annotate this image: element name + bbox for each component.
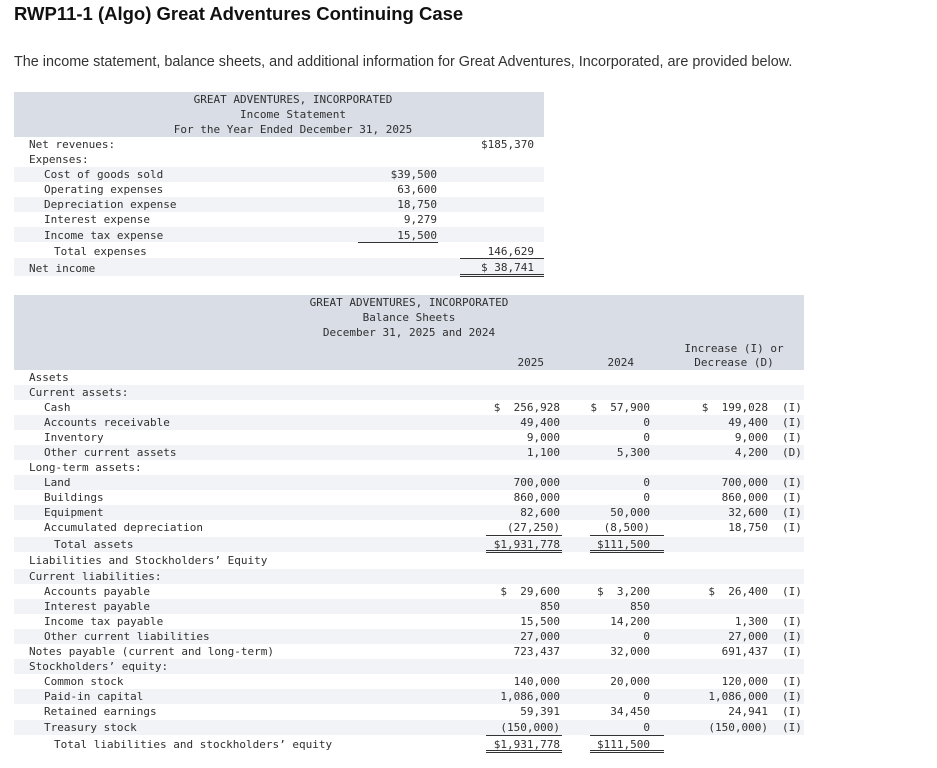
change-value: 691,437 <box>721 645 768 658</box>
value-2025: $1,931,778 <box>493 738 560 751</box>
value-2025: 850 <box>540 600 560 613</box>
value-2024: 32,000 <box>610 645 650 658</box>
total-expenses-underline <box>460 258 544 259</box>
balance-sheet-stripe <box>14 385 804 400</box>
income-statement-title: Income Statement <box>240 108 346 121</box>
value-2025: 15,500 <box>520 615 560 628</box>
net-income-double-underline <box>460 274 544 277</box>
balance-row-label: Notes payable (current and long-term) <box>29 645 275 658</box>
change-value: $ 199,028 <box>701 401 768 414</box>
balance-row-label: Inventory <box>44 431 104 444</box>
change-flag: (I) <box>782 630 802 643</box>
change-value: 9,000 <box>734 431 768 444</box>
total-assets-double-underline-2025 <box>486 550 562 553</box>
balance-row-label: Liabilities and Stockholders’ Equity <box>29 554 268 567</box>
value-2024: 0 <box>643 491 650 504</box>
balance-row-label: Current liabilities: <box>29 570 162 583</box>
balance-row-label: Total assets <box>54 538 134 551</box>
expense-value: 9,279 <box>403 213 437 226</box>
value-2024: 50,000 <box>610 506 650 519</box>
net-revenues-value: $185,370 <box>481 138 534 151</box>
value-2025: 700,000 <box>513 476 560 489</box>
accumulated-depreciation-underline-2025 <box>486 535 562 536</box>
value-2024: 20,000 <box>610 675 650 688</box>
value-2025: 1,086,000 <box>500 690 560 703</box>
change-flag: (I) <box>782 431 802 444</box>
change-value: (150,000) <box>708 721 768 734</box>
page-title: RWP11-1 (Algo) Great Adventures Continuing Case <box>14 3 464 24</box>
intro-text: The income statement, balance sheets, and additional information for Great Adventures, Incorporated, are provided below. <box>14 54 793 70</box>
change-flag: (I) <box>782 416 802 429</box>
value-2024: 0 <box>643 416 650 429</box>
change-value: 49,400 <box>728 416 768 429</box>
change-flag: (I) <box>782 615 802 628</box>
balance-row-label: Common stock <box>44 675 124 688</box>
expense-value: 18,750 <box>397 198 437 211</box>
value-2025: (27,250) <box>507 521 560 534</box>
balance-sheet-company: GREAT ADVENTURES, INCORPORATED <box>309 296 509 309</box>
value-2024: 0 <box>643 690 650 703</box>
change-flag: (I) <box>782 705 802 718</box>
balance-row-label: Accumulated depreciation <box>44 521 203 534</box>
value-2024: 0 <box>643 721 650 734</box>
value-2024: $ 57,900 <box>590 401 650 414</box>
value-2025: $ 29,600 <box>500 585 560 598</box>
year-2024-header: 2024 <box>607 356 634 369</box>
balance-row-label: Long-term assets: <box>29 461 142 474</box>
value-2024: (8,500) <box>603 521 650 534</box>
change-value: 1,086,000 <box>708 690 768 703</box>
change-flag: (I) <box>782 401 802 414</box>
expenses-underline <box>358 242 438 243</box>
change-value: 27,000 <box>728 630 768 643</box>
value-2024: 0 <box>643 431 650 444</box>
value-2025: 723,437 <box>513 645 560 658</box>
change-value: $ 26,400 <box>708 585 768 598</box>
expense-label: Operating expenses <box>44 183 164 196</box>
value-2024: 14,200 <box>610 615 650 628</box>
balance-row-label: Buildings <box>44 491 104 504</box>
total-assets-double-underline-2024 <box>590 550 664 553</box>
value-2025: 82,600 <box>520 506 560 519</box>
balance-row-label: Other current assets <box>44 446 177 459</box>
value-2025: (150,000) <box>500 721 560 734</box>
balance-row-label: Paid-in capital <box>44 690 144 703</box>
value-2024: 0 <box>643 630 650 643</box>
balance-row-label: Interest payable <box>44 600 150 613</box>
year-2025-header: 2025 <box>517 356 544 369</box>
change-flag: (D) <box>782 446 802 459</box>
expense-value: 63,600 <box>397 183 437 196</box>
value-2025: 49,400 <box>520 416 560 429</box>
balance-row-label: Stockholders’ equity: <box>29 660 169 673</box>
total-expenses-label: Total expenses <box>54 245 147 258</box>
expense-label: Cost of goods sold <box>44 168 164 181</box>
value-2025: 1,100 <box>526 446 560 459</box>
change-value: 1,300 <box>734 615 768 628</box>
balance-row-label: Accounts receivable <box>44 416 170 429</box>
value-2025: 140,000 <box>513 675 560 688</box>
value-2024: $111,500 <box>597 538 650 551</box>
value-2024: $ 3,200 <box>597 585 650 598</box>
change-flag: (I) <box>782 721 802 734</box>
value-2025: $1,931,778 <box>493 538 560 551</box>
balance-row-label: Current assets: <box>29 386 129 399</box>
balance-row-label: Total liabilities and stockholders’ equity <box>54 738 333 751</box>
value-2025: 860,000 <box>513 491 560 504</box>
balance-row-label: Retained earnings <box>44 705 157 718</box>
value-2025: 9,000 <box>526 431 560 444</box>
change-flag: (I) <box>782 521 802 534</box>
change-flag: (I) <box>782 675 802 688</box>
change-flag: (I) <box>782 690 802 703</box>
change-value: 120,000 <box>721 675 768 688</box>
expense-value: $39,500 <box>390 168 437 181</box>
change-value: 24,941 <box>728 705 768 718</box>
change-flag: (I) <box>782 585 802 598</box>
value-2024: 5,300 <box>616 446 650 459</box>
treasury-stock-underline-2025 <box>486 735 562 736</box>
value-2025: $ 256,928 <box>493 401 560 414</box>
income-statement-period: For the Year Ended December 31, 2025 <box>173 123 413 136</box>
net-income-value: $ 38,741 <box>481 261 534 274</box>
change-flag: (I) <box>782 476 802 489</box>
change-flag: (I) <box>782 645 802 658</box>
expense-label: Interest expense <box>44 213 150 226</box>
balance-row-label: Equipment <box>44 506 104 519</box>
value-2024: 850 <box>630 600 650 613</box>
change-flag: (I) <box>782 506 802 519</box>
total-expenses-value: 146,629 <box>487 245 534 258</box>
balance-row-label: Cash <box>44 401 71 414</box>
value-2024: 34,450 <box>610 705 650 718</box>
total-liabilities-double-underline-2024 <box>590 750 664 753</box>
change-value: 4,200 <box>734 446 768 459</box>
value-2024: 0 <box>643 476 650 489</box>
change-flag: (I) <box>782 491 802 504</box>
value-2025: 59,391 <box>520 705 560 718</box>
accumulated-depreciation-underline-2024 <box>590 535 664 536</box>
balance-row-label: Other current liabilities <box>44 630 210 643</box>
change-column-header: Increase (I) or <box>684 342 784 355</box>
value-2025: 27,000 <box>520 630 560 643</box>
net-revenues-label: Net revenues: <box>29 138 116 151</box>
change-value: 700,000 <box>721 476 768 489</box>
balance-sheet-period: December 31, 2025 and 2024 <box>322 326 496 339</box>
change-value: 860,000 <box>721 491 768 504</box>
balance-row-label: Accounts payable <box>44 585 150 598</box>
expense-value: 15,500 <box>397 229 437 242</box>
income-statement-company: GREAT ADVENTURES, INCORPORATED <box>193 93 393 106</box>
expenses-label: Expenses: <box>29 153 89 166</box>
change-column-header: Decrease (D) <box>694 356 774 369</box>
treasury-stock-underline-2024 <box>590 735 664 736</box>
balance-row-label: Assets <box>29 371 69 384</box>
expense-label: Depreciation expense <box>44 198 177 211</box>
value-2024: $111,500 <box>597 738 650 751</box>
net-income-label: Net income <box>29 262 96 275</box>
change-value: 18,750 <box>728 521 768 534</box>
balance-sheet-title: Balance Sheets <box>362 311 456 324</box>
balance-row-label: Land <box>44 476 71 489</box>
change-value: 32,600 <box>728 506 768 519</box>
expense-label: Income tax expense <box>44 229 164 242</box>
balance-row-label: Treasury stock <box>44 721 137 734</box>
balance-row-label: Income tax payable <box>44 615 164 628</box>
total-liabilities-double-underline-2025 <box>486 750 562 753</box>
